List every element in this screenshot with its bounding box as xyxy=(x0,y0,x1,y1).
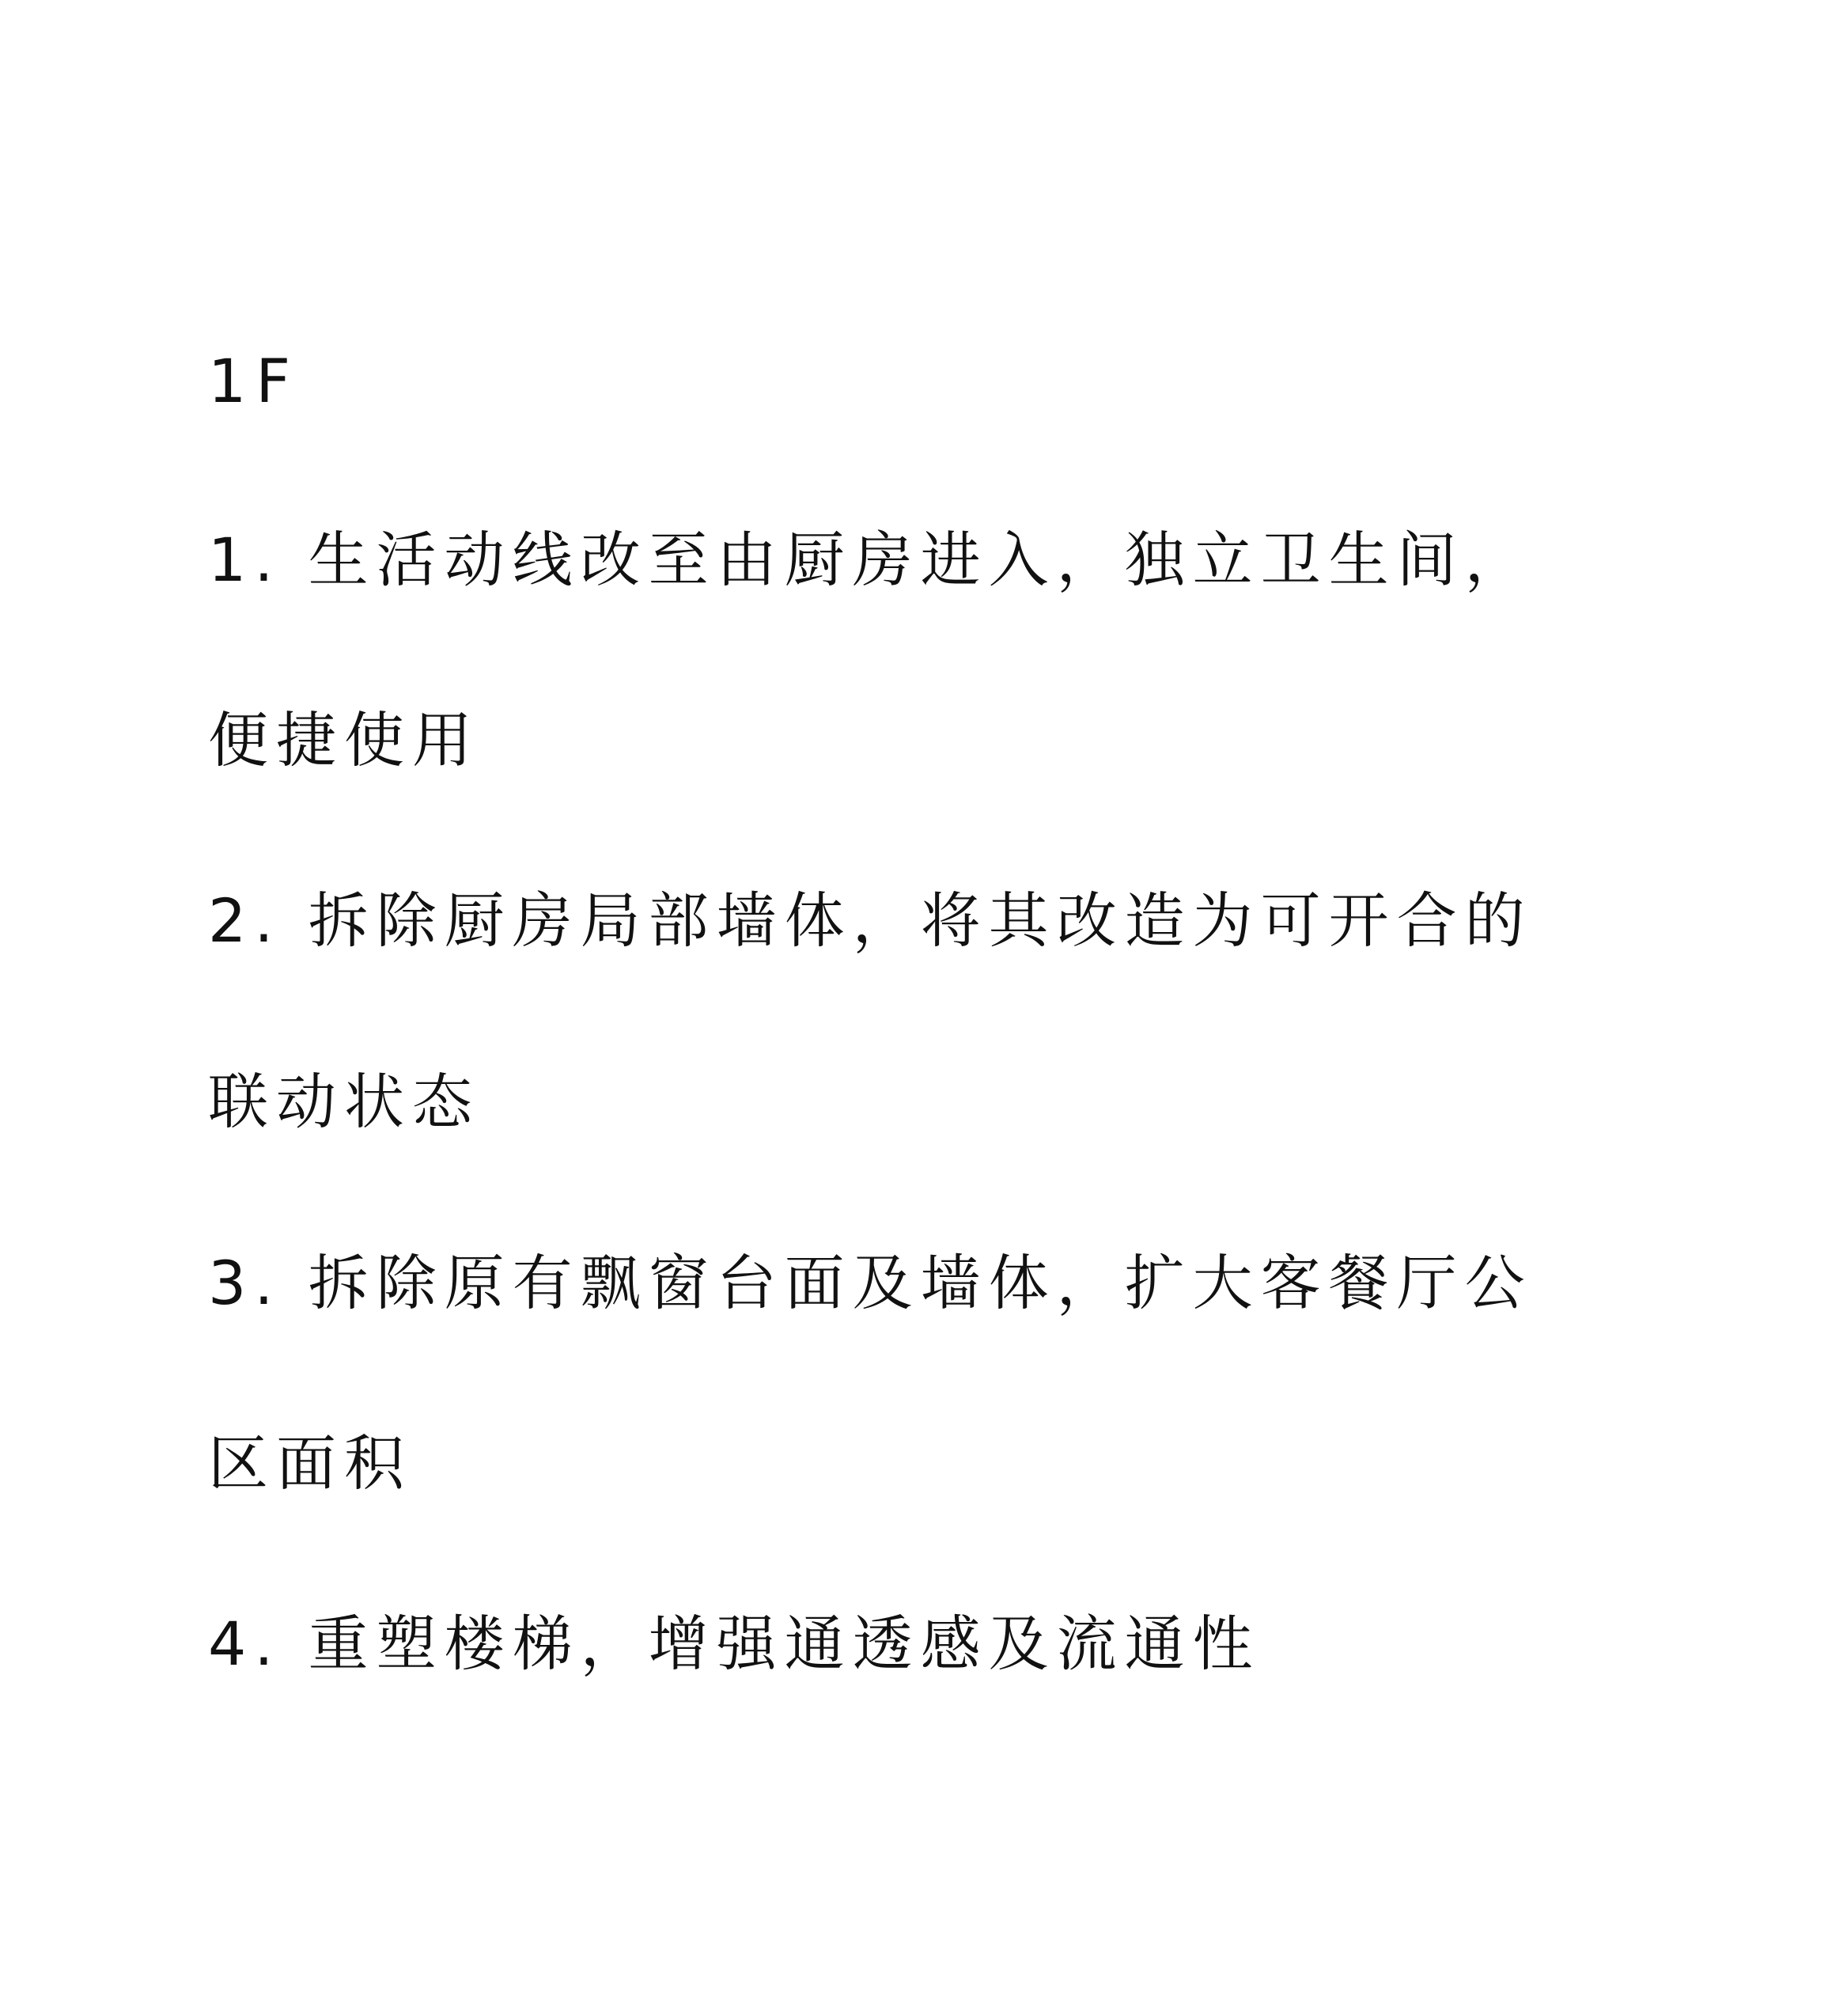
item-2-line-2: 联动状态 xyxy=(208,1067,480,1137)
item-4-line-1: 4. 重塑楼梯，增强通透感及流通性 xyxy=(208,1609,1261,1679)
item-3-line-2: 区面积 xyxy=(208,1428,412,1499)
floor-heading: 1F xyxy=(208,346,301,416)
item-2-line-1: 2. 拆除厨房局部墙体，将其改造为可开合的 xyxy=(208,885,1533,956)
item-1-line-2: 便捷使用 xyxy=(208,705,480,775)
item-3-line-1: 3. 拆除原有飘窗台面及墙体，扩大客餐厅公 xyxy=(208,1248,1533,1318)
item-1-line-1: 1. 生活动线改至由厨房进入，独立卫生间， xyxy=(208,525,1533,595)
